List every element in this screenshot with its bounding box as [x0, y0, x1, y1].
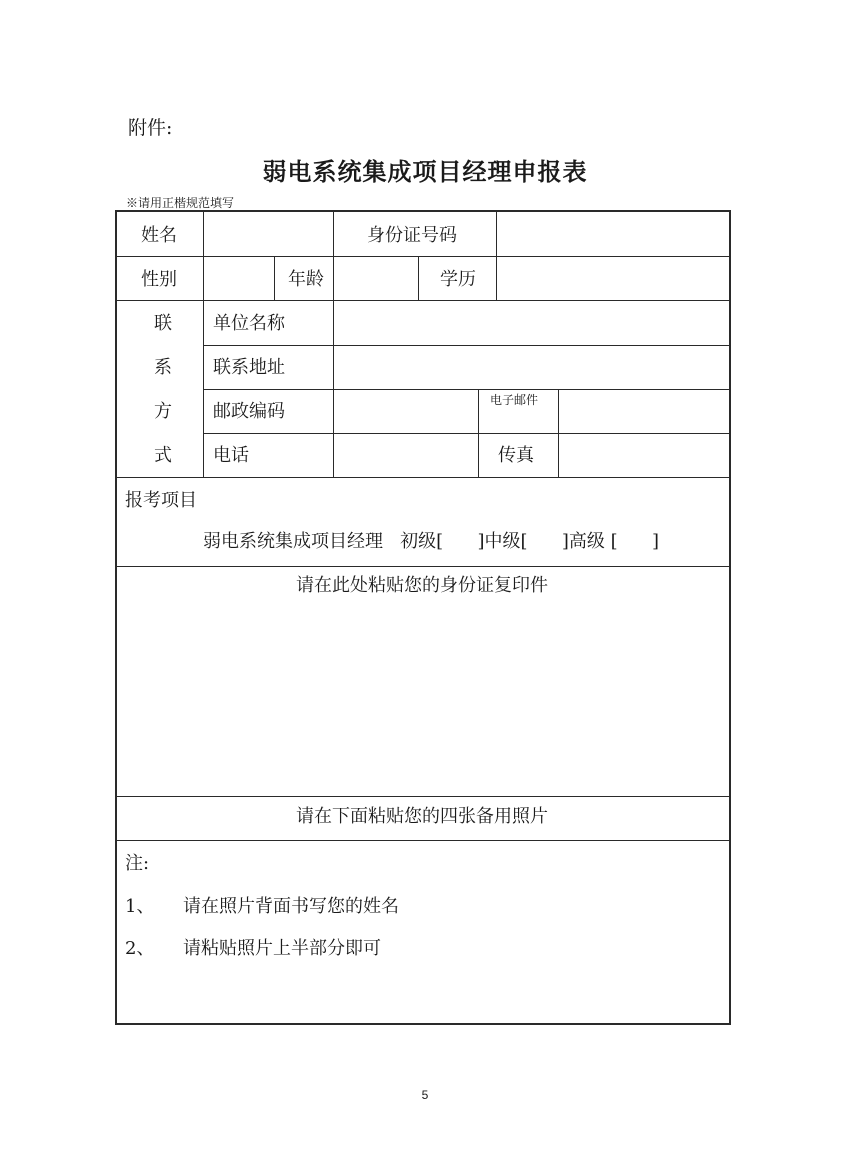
phone-label: 电话	[213, 445, 249, 466]
col-divider	[333, 210, 334, 300]
attachment-label: 附件:	[128, 117, 173, 139]
id-copy-paste-area	[117, 600, 727, 794]
apply-level-line: 弱电系统集成项目经理 初级[ ]中级[ ]高级 [ ]	[203, 531, 660, 552]
education-label: 学历	[440, 269, 476, 290]
id-number-label: 身份证号码	[367, 225, 457, 246]
apply-project-label: 报考项目	[125, 490, 197, 511]
fill-instruction: ※请用正楷规范填写	[126, 196, 235, 210]
note-text: 请粘贴照片上半部分即可	[183, 938, 381, 959]
contact-char: 方	[154, 401, 172, 422]
col-divider	[496, 210, 497, 300]
col-divider	[418, 256, 419, 300]
form-title: 弱电系统集成项目经理申报表	[262, 157, 588, 186]
row-divider	[203, 433, 729, 434]
contact-char: 系	[154, 357, 172, 378]
fax-label: 传真	[498, 445, 534, 466]
photo-instruction: 请在下面粘贴您的四张备用照片	[296, 806, 548, 827]
note-number: 2、	[125, 938, 155, 959]
row-divider	[203, 389, 729, 390]
notes-label: 注:	[125, 853, 150, 874]
address-label: 联系地址	[213, 357, 285, 378]
col-divider	[333, 300, 334, 477]
row-divider	[203, 345, 729, 346]
col-divider	[478, 389, 479, 477]
col-divider	[558, 389, 559, 477]
age-label: 年龄	[288, 269, 324, 290]
row-divider	[115, 300, 729, 301]
row-divider	[115, 477, 729, 478]
contact-char: 式	[154, 445, 172, 466]
col-divider	[274, 256, 275, 300]
note-number: 1、	[125, 896, 155, 917]
name-label: 姓名	[141, 225, 177, 246]
row-divider	[115, 566, 729, 567]
email-label: 电子邮件	[490, 393, 539, 407]
page-number: 5	[421, 1088, 429, 1102]
postcode-label: 邮政编码	[213, 401, 285, 422]
col-divider	[203, 210, 204, 477]
gender-label: 性别	[141, 269, 177, 290]
contact-char: 联	[154, 313, 172, 334]
note-text: 请在照片背面书写您的姓名	[183, 896, 399, 917]
row-divider	[115, 256, 729, 257]
organization-label: 单位名称	[213, 313, 285, 334]
row-divider	[115, 840, 729, 841]
row-divider	[115, 796, 729, 797]
id-copy-instruction: 请在此处粘贴您的身份证复印件	[296, 575, 548, 596]
